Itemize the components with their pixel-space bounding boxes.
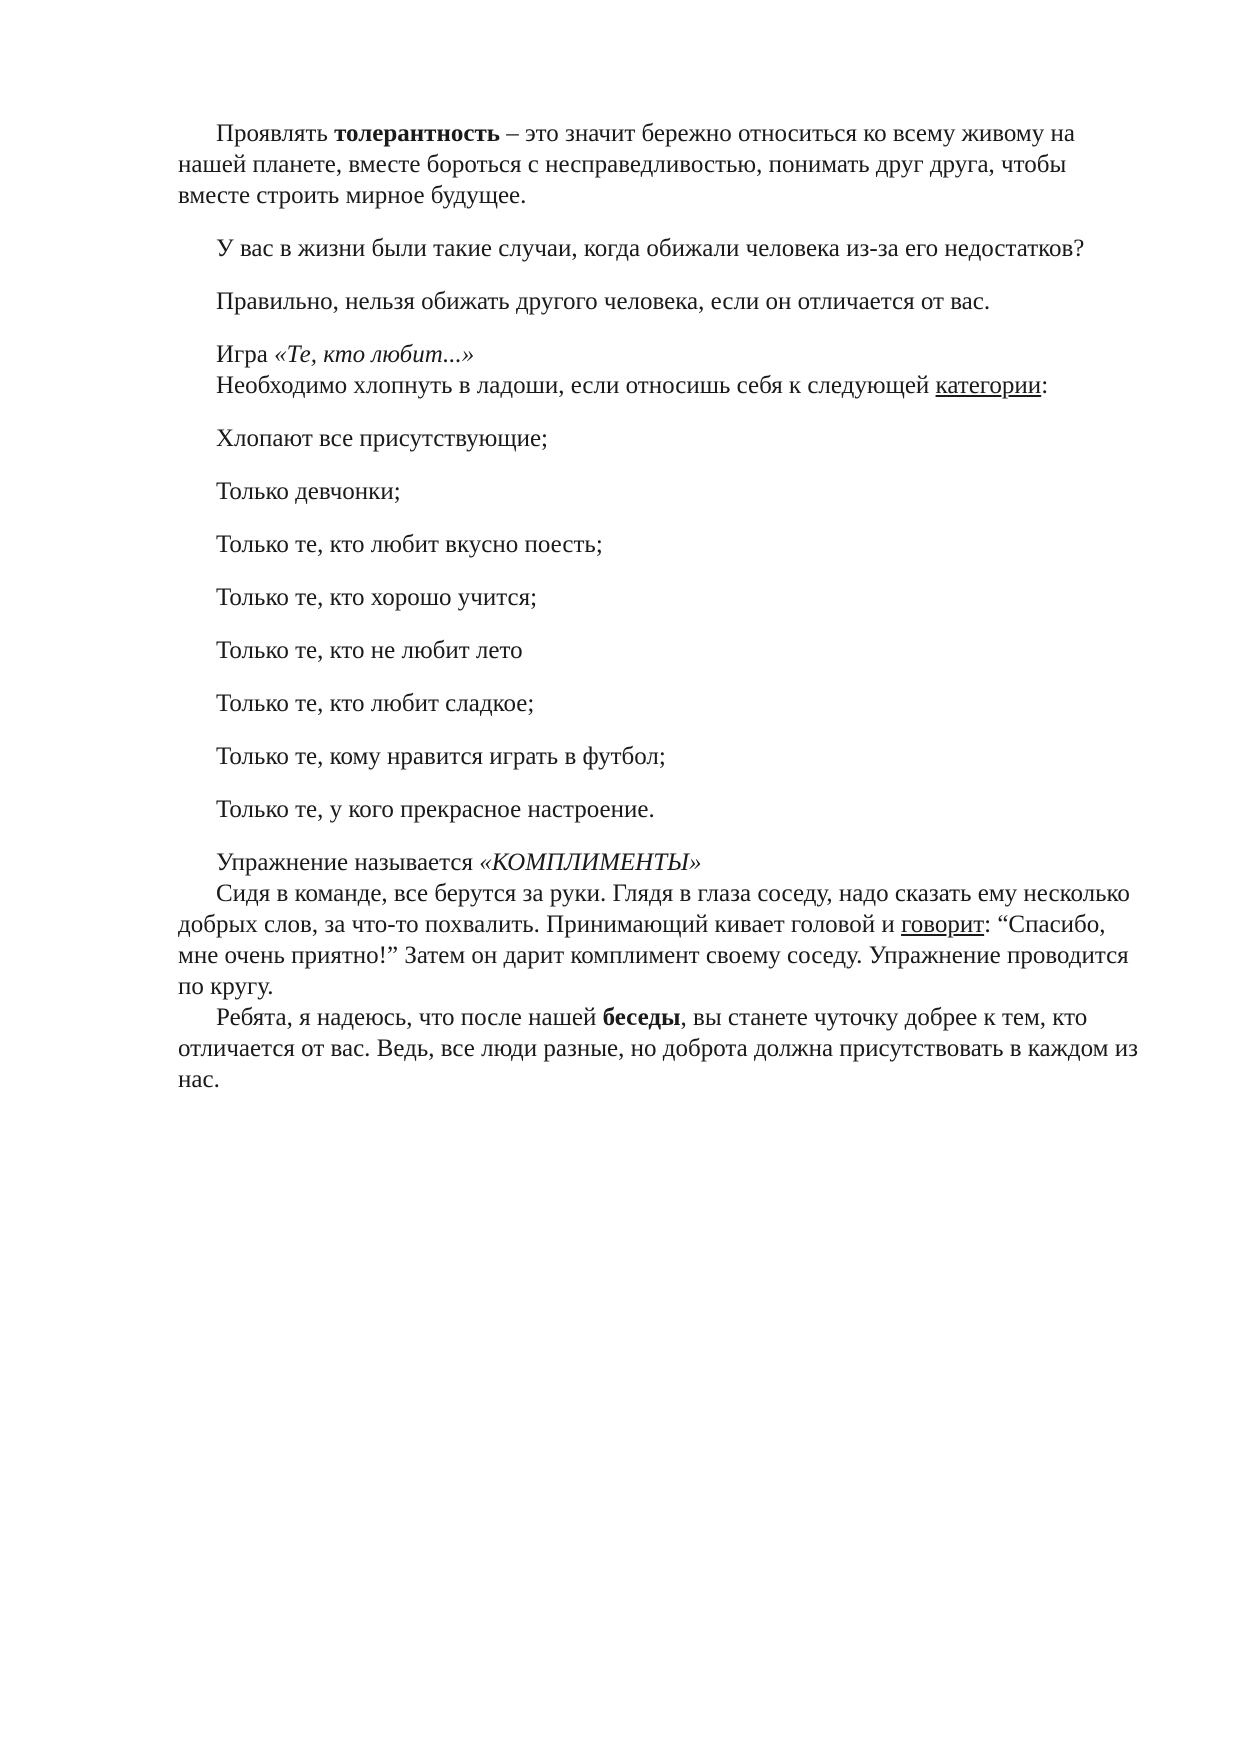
- closing-bold-term: беседы: [602, 1004, 681, 1031]
- exercise-desc-b: : “Спасибо, мне очень приятно!” Затем он дарит комплимент своему соседу. Упражнение проводится по кругу.: [178, 911, 1129, 1000]
- game-title: «Те, кто любит...»: [274, 341, 475, 368]
- p1-bold-term: толерантность: [334, 120, 500, 147]
- list-item: Только те, у кого прекрасное настроение.: [216, 796, 655, 823]
- game-instruction-link: категории: [935, 372, 1042, 399]
- exercise-prefix: Упражнение называется: [216, 849, 480, 876]
- list-item: Только девчонки;: [216, 478, 401, 505]
- exercise-description: [178, 878, 1138, 1002]
- paragraph-tolerance: [178, 118, 1138, 211]
- list-item: Только те, кто не любит лето: [216, 637, 523, 664]
- game-instruction: [178, 370, 1138, 401]
- list-item: Только те, кто любит сладкое;: [216, 690, 535, 717]
- paragraph-question: У вас в жизни были такие случаи, когда обижали человека из-за его недостатков?: [216, 235, 1085, 262]
- exercise-title: «КОМПЛИМЕНТЫ»: [479, 849, 702, 876]
- document-body: [178, 118, 1138, 1095]
- game-instruction-a: Необходимо хлопнуть в ладоши, если относишь себя к следующей: [216, 372, 936, 399]
- closing-text-b: , вы станете чуточку добрее к тем, кто отличается от вас. Ведь, все люди разные, но доброта должна присутствовать в каждом из нас.: [178, 1004, 1138, 1093]
- list-item: Хлопают все присутствующие;: [216, 425, 549, 452]
- p1-text-a: Проявлять: [216, 120, 335, 147]
- paragraph-correct: Правильно, нельзя обижать другого человека, если он отличается от вас.: [216, 288, 991, 315]
- game-heading: [178, 339, 1138, 370]
- list-item: Только те, кто любит вкусно поесть;: [216, 531, 603, 558]
- list-item: Только те, кому нравится играть в футбол;: [216, 743, 666, 770]
- exercise-heading: [178, 847, 1138, 878]
- p1-text-b: – это значит бережно относиться ко всему живому на нашей планете, вместе бороться с несправедливостью, понимать друг друга, чтобы вместе строить мирное будущее.: [178, 120, 1075, 209]
- game-prefix: Игра: [216, 341, 275, 368]
- paragraph-closing: [178, 1002, 1138, 1095]
- list-item: Только те, кто хорошо учится;: [216, 584, 538, 611]
- game-instruction-b: :: [1041, 372, 1049, 399]
- closing-text-a: Ребята, я надеюсь, что после нашей: [216, 1004, 603, 1031]
- exercise-desc-a: Сидя в команде, все берутся за руки. Глядя в глаза соседу, надо сказать ему несколько добрых слов, за что-то похвалить. Принимающий кивает головой и: [178, 880, 1130, 938]
- exercise-desc-link: говорит: [901, 911, 985, 938]
